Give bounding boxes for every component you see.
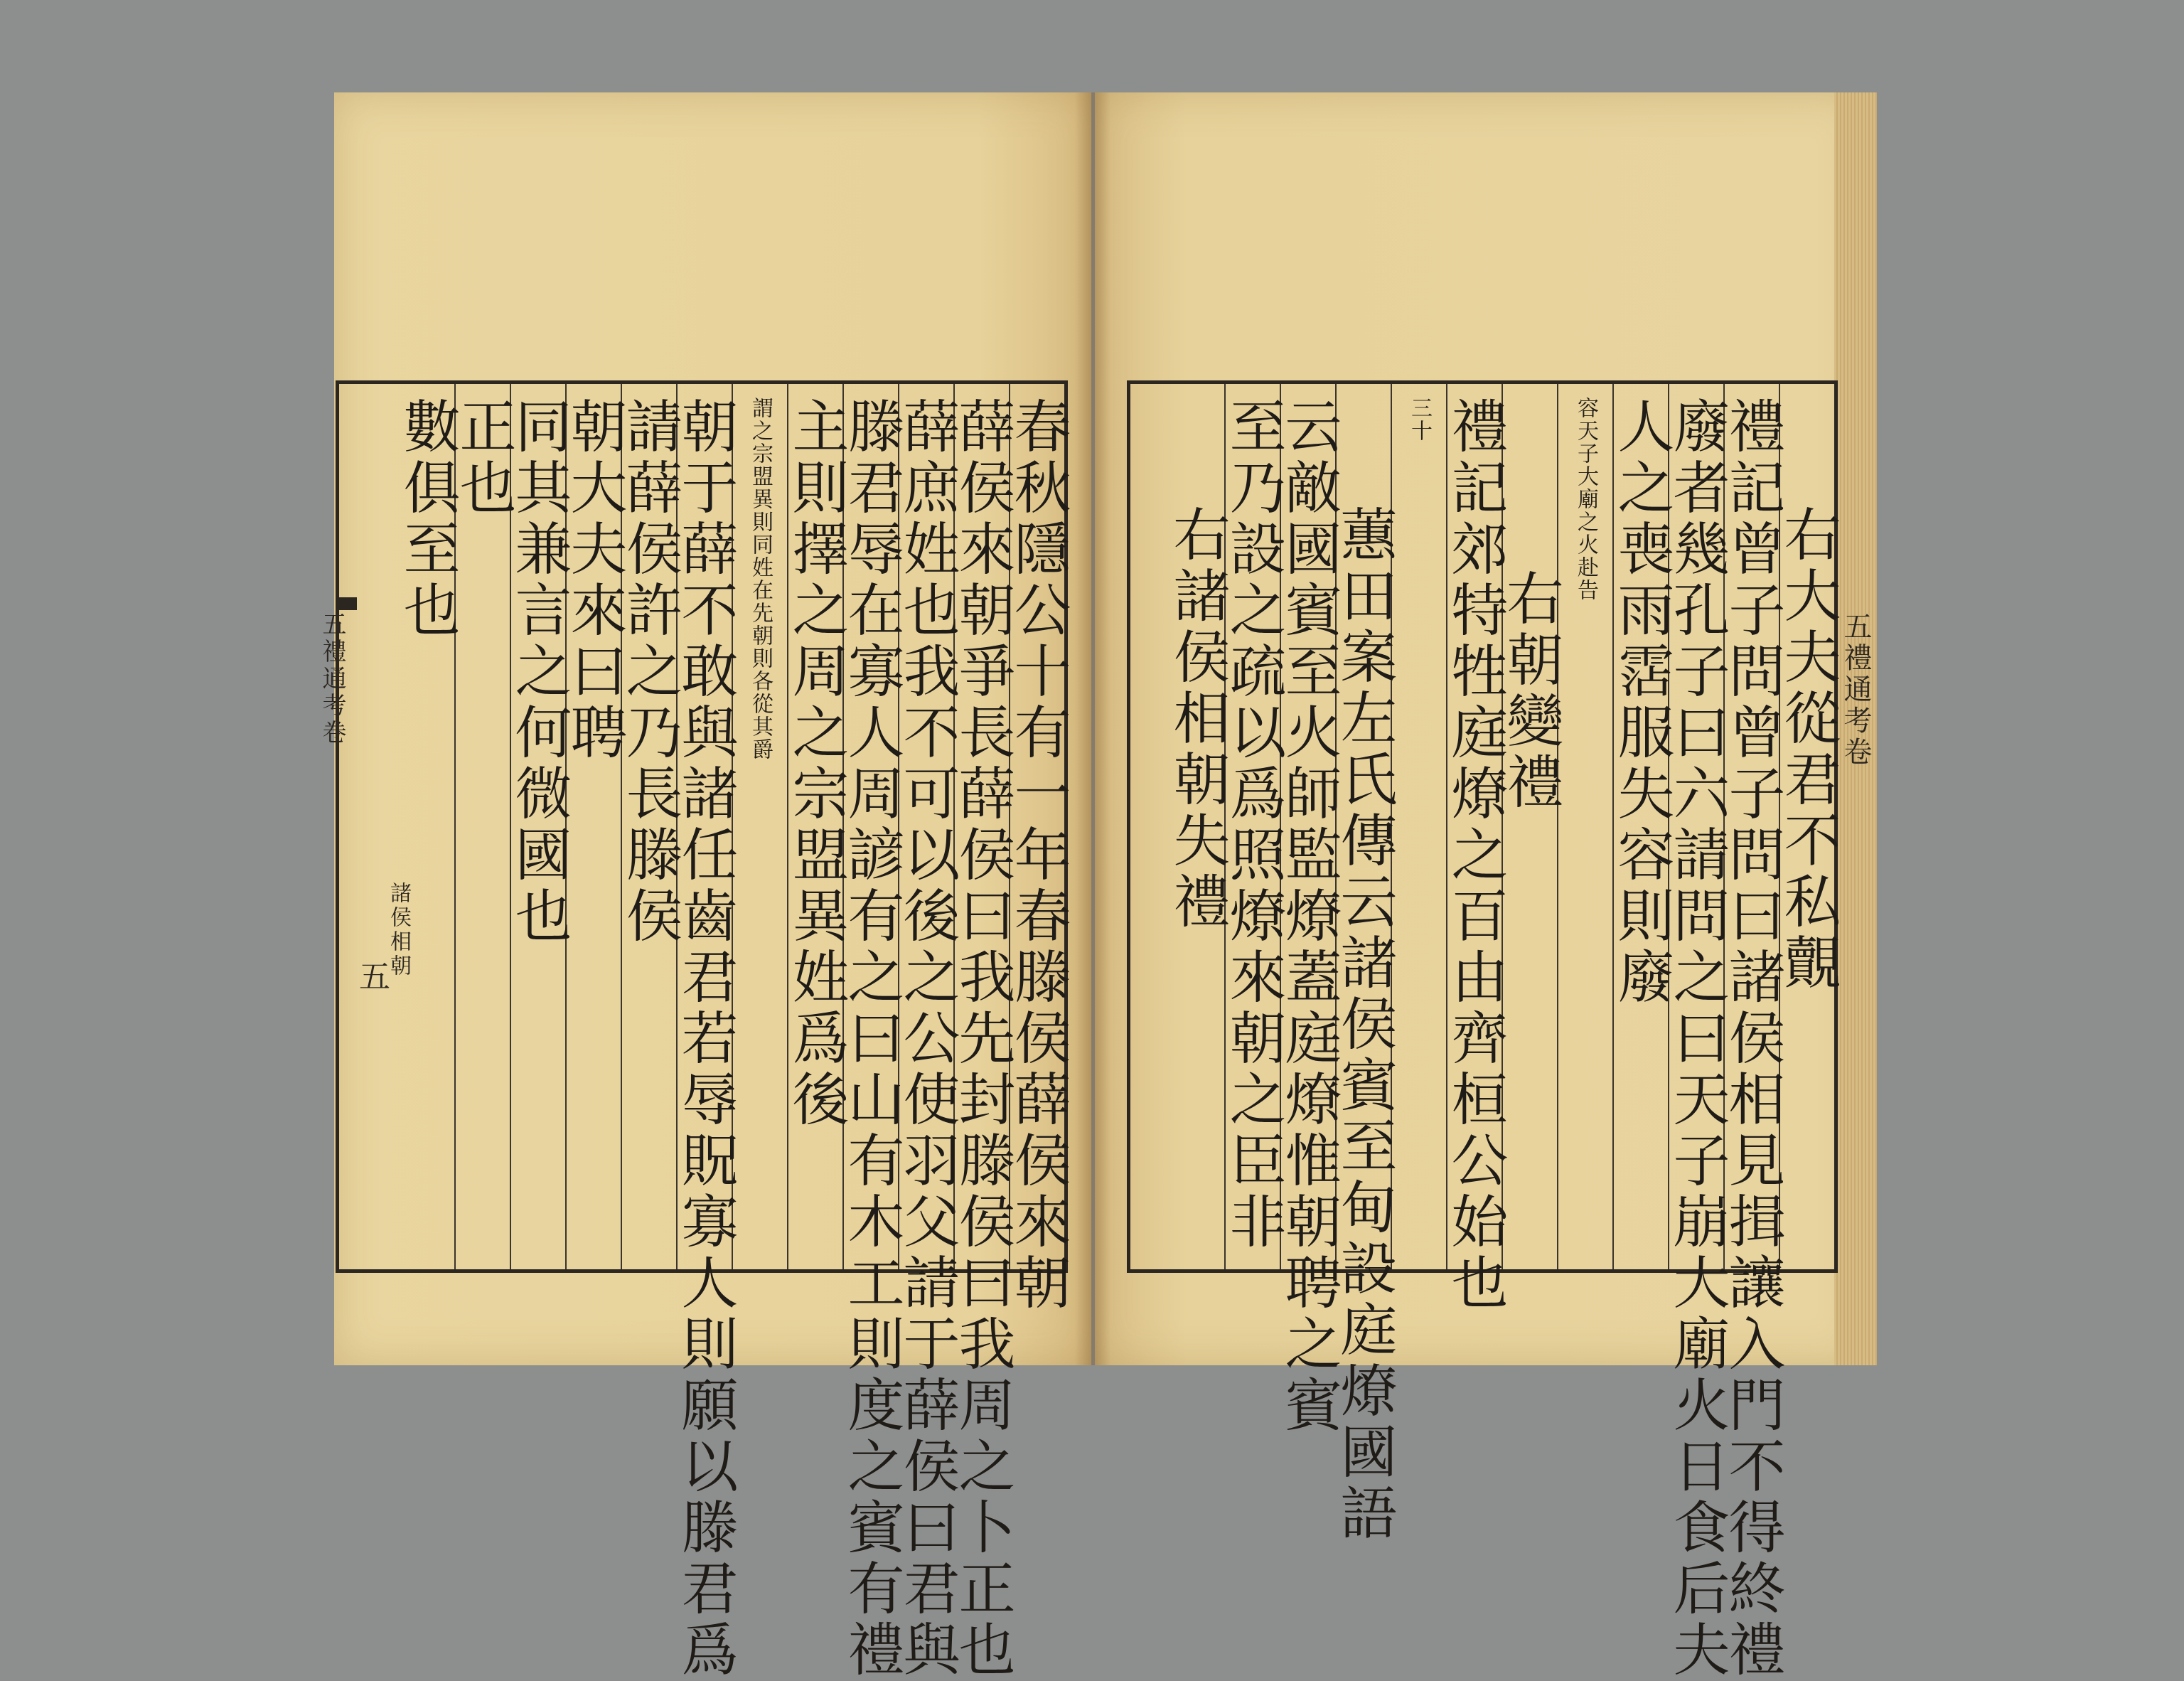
right-columns (1130, 384, 1841, 1681)
right-column-11: 至乃設之疏以爲照燎來朝之臣非 (1224, 384, 1280, 1269)
left-column-10: 同其兼言之何微國也 (510, 384, 565, 1269)
fold-fishtail-mark (336, 597, 357, 610)
left-column-8: 請薛侯許之乃長滕侯 (621, 384, 676, 1269)
right-column-2: 禮記曾子問曾子問曰諸侯相見揖讓入門不得終禮 (1723, 384, 1779, 1269)
left-column-6: 謂之宗盟異則同姓在先朝則各從其爵 (732, 384, 787, 1269)
right-column-8: 三十 (1391, 384, 1446, 1269)
right-margin-title: 五禮通考卷 (1839, 612, 1872, 768)
right-column-5: 容天子大廟之火赴告 (1557, 384, 1612, 1269)
left-text-frame (336, 380, 1071, 1681)
left-column-2: 薛侯來朝爭長薛侯曰我先封滕侯曰我周之卜正也 (953, 384, 1009, 1269)
right-column-7: 禮記郊特牲庭燎之百由齊桓公始也 (1446, 384, 1502, 1269)
left-margin-section: 諸侯相朝 (386, 882, 411, 978)
left-column-3: 薛庶姓也我不可以後之公使羽父請于薛侯曰君與 (898, 384, 953, 1269)
left-column-1: 春秋隱公十有一年春滕侯薛侯來朝 (1009, 384, 1064, 1269)
left-column-9: 朝大夫來曰聘 (565, 384, 621, 1269)
left-column-7: 朝于薛不敢與諸任齒君若辱貺寡人則願以滕君爲 (676, 384, 732, 1269)
right-column-6: 右朝變禮 (1502, 384, 1557, 1269)
left-columns (339, 384, 1071, 1681)
right-column-4: 人之喪雨霑服失容則廢 (1612, 384, 1668, 1269)
left-column-12: 數俱至也 (394, 397, 460, 641)
right-column-10: 云敵國賓至火師監燎蓋庭燎惟朝聘之賓 (1280, 384, 1335, 1269)
right-text-frame (1127, 380, 1841, 1681)
left-column-11: 正也 (454, 384, 510, 1269)
left-margin-page: 五 (353, 960, 390, 994)
book-gutter (1075, 92, 1110, 1365)
right-column-9: 蕙田案左氏傳云諸侯賓至甸設庭燎國語 (1335, 384, 1391, 1269)
left-column-5: 主則擇之周之宗盟異姓爲後 (787, 384, 842, 1269)
left-column-4: 滕君辱在寡人周諺有之曰山有木工則度之賓有禮 (842, 384, 898, 1269)
left-margin-title: 五禮通考卷 (318, 612, 346, 747)
right-column-3: 廢者幾孔子曰六請問之曰天子崩大廟火日食后夫 (1668, 384, 1723, 1269)
right-column-1: 右大夫從君不私覿 (1779, 384, 1834, 1269)
right-column-12: 右諸侯相朝失禮 (1164, 505, 1230, 933)
